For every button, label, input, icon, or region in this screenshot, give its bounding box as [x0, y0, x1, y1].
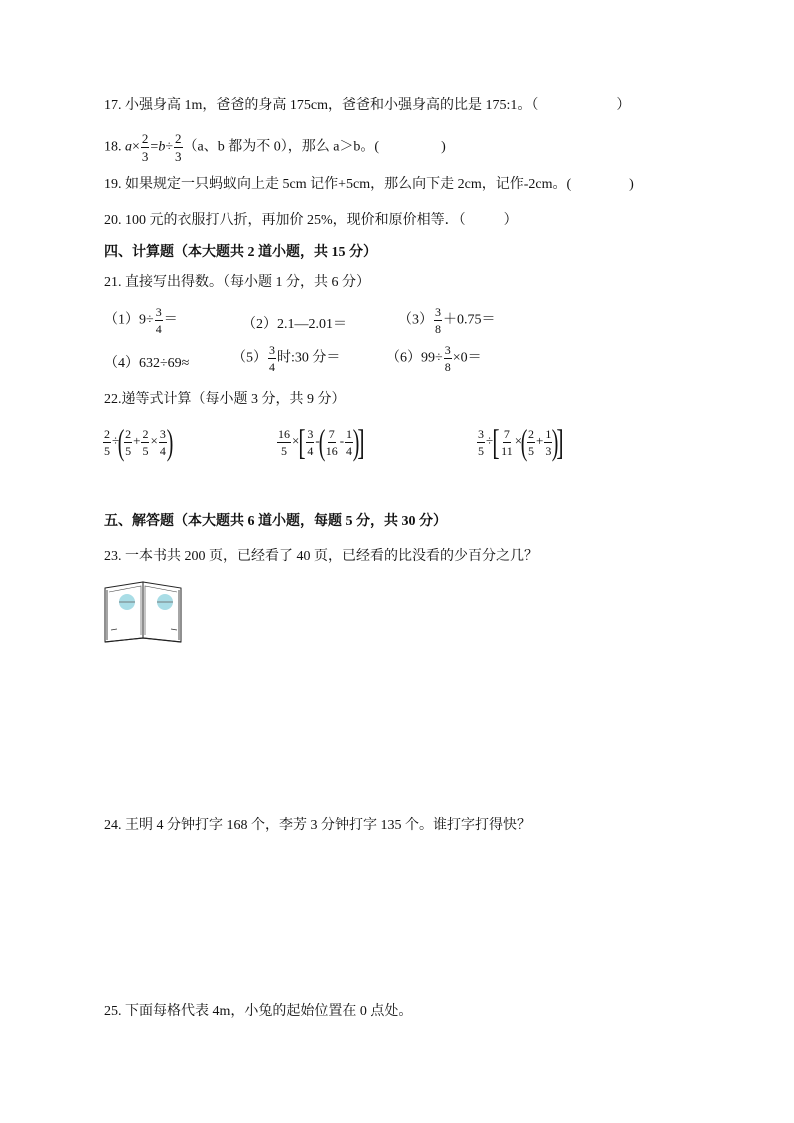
question-20 — [104, 211, 518, 231]
q21-item-1: （1）9÷ $\frac{3}{4}$ ＝ — [104, 305, 178, 336]
divide-sign: ÷ — [165, 139, 173, 155]
fraction: $\frac{3}{4}$ — [307, 426, 314, 458]
q21-item-3: （3） $\frac{3}{8}$ ＋0.75＝ — [398, 305, 496, 336]
q21-item-5: （5） $\frac{3}{4}$ 时:30 分＝ — [232, 343, 341, 374]
question-24: 24. 王明 4 分钟打字 168 个，李芳 3 分钟打字 135 个。谁打字打得快？ — [104, 818, 531, 833]
equals-sign: = — [150, 139, 159, 155]
question-20-close: ） — [503, 213, 518, 228]
section-4-title: 四、计算题（本大题共 2 道小题，共 15 分） — [104, 245, 377, 260]
fraction: $\frac{7}{11}$ — [501, 426, 513, 458]
q22-expression-2: $\frac{16}{5}$ ×[ $\frac{3}{4}$ -( $\frac{7}{16}$ - $\frac{1}{4}$ )] — [278, 422, 365, 462]
fraction: $\frac{3}{8}$ — [444, 343, 451, 374]
question-17-text: 17. 小强身高 1m，爸爸的身高 175cm，爸爸和小强身高的比是 175:1。（ — [104, 98, 539, 113]
question-19-close: ) — [629, 177, 634, 192]
times-sign: × — [132, 139, 140, 155]
question-22-title: 22.递等式计算（每小题 3 分，共 9 分） — [104, 392, 346, 407]
var-b: b — [158, 139, 166, 155]
question-25: 25. 下面每格代表 4m，小兔的起始位置在 0 点处。 — [104, 1004, 413, 1019]
fraction: $\frac{3}{4}$ — [269, 343, 275, 374]
question-21-title: 21. 直接写出得数。（每小题 1 分，共 6 分） — [104, 275, 370, 290]
fraction: $\frac{2}{5}$ — [528, 426, 535, 458]
fraction: $\frac{2}{3}$ — [175, 131, 182, 164]
question-17-close: ） — [616, 98, 631, 113]
fraction: $\frac{2}{5}$ — [125, 426, 132, 458]
q21-item-6: （6）99÷ $\frac{3}{8}$ ×0＝ — [386, 343, 482, 374]
question-20-text: 20. 100 元的衣服打八折，再加价 25%，现价和原价相等．（ — [104, 213, 466, 228]
fraction: $\frac{1}{4}$ — [346, 426, 353, 458]
q21-item-2: （2）2.1—2.01＝ — [242, 317, 347, 332]
var-a: a — [125, 139, 132, 155]
fraction: $\frac{7}{16}$ — [325, 426, 338, 458]
section-5-title: 五、解答题（本大题共 6 道小题，每题 5 分，共 30 分） — [104, 514, 447, 529]
question-18-close: ) — [441, 139, 446, 155]
q21-item-4: （4）632÷69≈ — [104, 356, 190, 371]
q22-expression-3: $\frac{3}{5}$ ÷[ $\frac{7}{11}$ ×( $\frac{2}{5}$ + $\frac{1}{3}$ )] — [478, 422, 564, 462]
fraction: $\frac{1}{3}$ — [545, 426, 552, 458]
open-book-icon — [103, 580, 185, 644]
question-18-number: 18. — [104, 139, 122, 155]
fraction: $\frac{3}{5}$ — [478, 426, 484, 458]
question-19 — [104, 175, 634, 195]
fraction: $\frac{3}{8}$ — [435, 305, 441, 336]
question-23: 23. 一本书共 200 页，已经看了 40 页，已经看的比没看的少百分之几？ — [104, 549, 538, 564]
fraction: $\frac{16}{5}$ — [278, 426, 290, 458]
question-18 — [104, 132, 446, 163]
q22-expression-1: $\frac{2}{5}$ ÷( $\frac{2}{5}$ + $\frac{2}{5}$ × $\frac{3}{4}$ ) — [104, 422, 174, 462]
question-19-text: 19. 如果规定一只蚂蚁向上走 5cm 记作+5cm，那么向下走 2cm，记作-2cm。( — [104, 177, 572, 192]
fraction: $\frac{2}{3}$ — [141, 131, 149, 164]
question-17 — [104, 96, 630, 116]
fraction: $\frac{2}{5}$ — [142, 426, 149, 458]
fraction: $\frac{3}{4}$ — [155, 305, 162, 336]
fraction: $\frac{2}{5}$ — [104, 426, 110, 458]
question-18-text: （a、b 都为不 0），那么 a＞b。( — [183, 139, 380, 155]
fraction: $\frac{3}{4}$ — [159, 426, 166, 458]
